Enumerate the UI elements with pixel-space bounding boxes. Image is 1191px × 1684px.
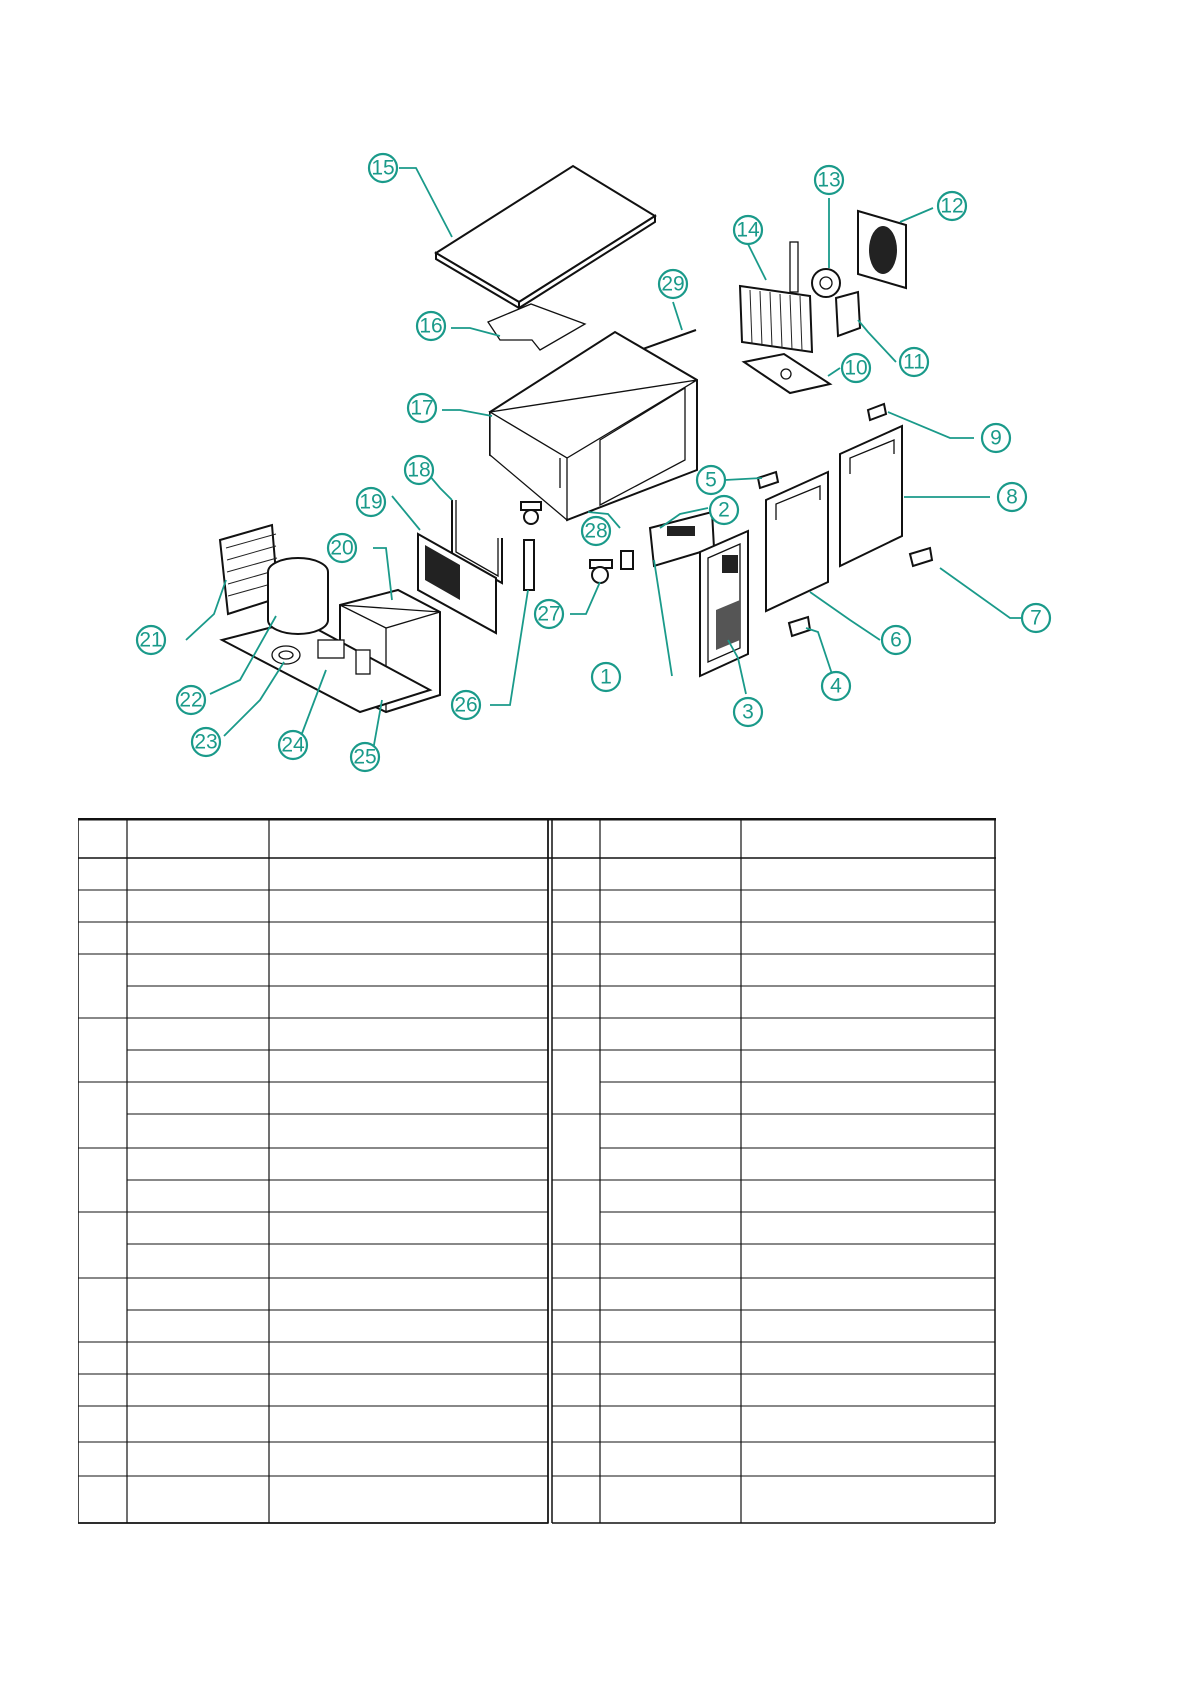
callout-15 bbox=[369, 154, 397, 182]
motor-coil-part bbox=[272, 646, 300, 664]
exploded-parts-diagram bbox=[0, 0, 1191, 800]
svg-text:9: 9 bbox=[990, 426, 1002, 450]
table-left-frame bbox=[78, 819, 548, 1523]
svg-text:8: 8 bbox=[1006, 485, 1018, 509]
callout-6 bbox=[882, 626, 910, 654]
svg-text:2: 2 bbox=[718, 498, 730, 522]
valve-part bbox=[356, 650, 370, 674]
callout-7 bbox=[1022, 604, 1050, 632]
callout-16 bbox=[417, 312, 445, 340]
callout-24 bbox=[279, 731, 307, 759]
svg-text:6: 6 bbox=[890, 628, 902, 652]
callout-23 bbox=[192, 728, 220, 756]
callout-22 bbox=[177, 686, 205, 714]
door-6-part bbox=[766, 472, 828, 611]
callout-11 bbox=[900, 348, 928, 376]
callout-28 bbox=[582, 517, 610, 545]
callout-19 bbox=[357, 488, 385, 516]
callout-10 bbox=[842, 354, 870, 382]
svg-text:4: 4 bbox=[830, 674, 842, 698]
svg-text:29: 29 bbox=[661, 272, 685, 296]
svg-text:21: 21 bbox=[139, 628, 163, 652]
fan-grille-part bbox=[858, 211, 906, 288]
callout-1 bbox=[592, 663, 620, 691]
callout-25 bbox=[351, 743, 379, 771]
vertical-bar-part bbox=[524, 540, 534, 590]
relay-part bbox=[318, 640, 344, 658]
caster-28-part bbox=[521, 502, 541, 524]
callout-3 bbox=[734, 698, 762, 726]
callout-2 bbox=[710, 496, 738, 524]
hinge-4-part bbox=[789, 617, 810, 636]
callout-5 bbox=[697, 466, 725, 494]
hinge-9-part bbox=[868, 404, 886, 420]
caster-27-part bbox=[590, 560, 612, 583]
svg-text:17: 17 bbox=[410, 396, 434, 420]
evaporator-fan-part bbox=[812, 269, 840, 297]
callout-12 bbox=[938, 192, 966, 220]
svg-text:1: 1 bbox=[600, 665, 612, 689]
callout-8 bbox=[998, 483, 1026, 511]
callout-21 bbox=[137, 626, 165, 654]
callout-17 bbox=[408, 394, 436, 422]
svg-text:15: 15 bbox=[371, 156, 395, 180]
callout-26 bbox=[452, 691, 480, 719]
cabinet-body-part bbox=[490, 332, 697, 520]
svg-text:28: 28 bbox=[584, 519, 608, 543]
callout-18 bbox=[405, 456, 433, 484]
table-left-rows bbox=[78, 890, 548, 1476]
svg-text:11: 11 bbox=[903, 350, 925, 374]
cover-plate-part bbox=[488, 304, 585, 350]
svg-text:27: 27 bbox=[537, 602, 561, 626]
hinge-7-part bbox=[910, 548, 932, 566]
callout-4 bbox=[822, 672, 850, 700]
svg-text:24: 24 bbox=[281, 733, 305, 757]
svg-text:14: 14 bbox=[736, 218, 760, 242]
fan-plate-part bbox=[836, 292, 860, 336]
callout-20 bbox=[328, 534, 356, 562]
callout-9 bbox=[982, 424, 1010, 452]
svg-text:23: 23 bbox=[194, 730, 218, 754]
svg-text:19: 19 bbox=[359, 490, 383, 514]
svg-text:22: 22 bbox=[179, 688, 203, 712]
svg-text:18: 18 bbox=[407, 458, 431, 482]
sensor-part bbox=[621, 551, 633, 569]
callout-14 bbox=[734, 216, 762, 244]
svg-text:13: 13 bbox=[817, 168, 841, 192]
svg-text:12: 12 bbox=[940, 194, 964, 218]
compressor-part bbox=[268, 558, 328, 634]
svg-text:10: 10 bbox=[844, 356, 868, 380]
callout-27 bbox=[535, 600, 563, 628]
top-lid-part bbox=[436, 166, 655, 308]
hinge-5-part bbox=[758, 472, 778, 488]
svg-text:26: 26 bbox=[454, 693, 478, 717]
svg-text:20: 20 bbox=[330, 536, 354, 560]
evaporator-part bbox=[740, 242, 812, 352]
svg-text:5: 5 bbox=[705, 468, 717, 492]
table-right-rows bbox=[552, 890, 995, 1476]
drip-tray-part bbox=[744, 354, 830, 393]
svg-text:3: 3 bbox=[742, 700, 754, 724]
svg-text:16: 16 bbox=[419, 314, 443, 338]
callout-29 bbox=[659, 270, 687, 298]
svg-text:25: 25 bbox=[353, 745, 377, 769]
parts-list-table bbox=[78, 818, 996, 1524]
door-8-part bbox=[840, 426, 902, 566]
front-panel-part bbox=[700, 531, 748, 676]
callout-13 bbox=[815, 166, 843, 194]
svg-text:7: 7 bbox=[1030, 606, 1042, 630]
